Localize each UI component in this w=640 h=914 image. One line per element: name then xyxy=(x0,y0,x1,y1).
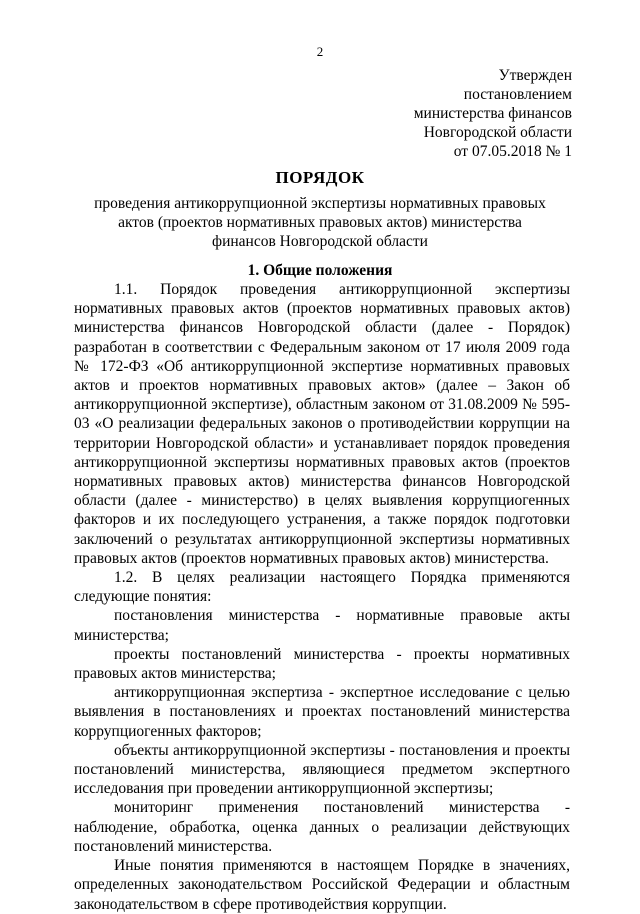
paragraph: объекты антикоррупционной экспертизы - постановления и проекты постановлений министерства, являющиеся предметом экспертного исследования при проведении антикоррупционной экспертизы; xyxy=(74,741,570,798)
document-title: ПОРЯДОК xyxy=(275,168,365,187)
page-number: 2 xyxy=(316,44,324,59)
paragraph: мониторинг применения постановлений министерства - наблюдение, обработка, оценка данных о реализации действующих постановлений министерства. xyxy=(74,799,570,855)
document-subtitle: проведения антикоррупционной экспертизы нормативных правовых актов (проектов нормативных правовых актов) министерства финансов Новгородской области xyxy=(94,195,546,250)
paragraph: антикоррупционная экспертиза - экспертное исследование с целью выявления в постановлениях и проектах постановлений министерства коррупциогенных факторов; xyxy=(74,684,570,740)
document-body xyxy=(74,280,570,914)
paragraph: Иные понятия применяются в настоящем Порядке в значениях, определенных законодательством Российской Федерации и областным законодательством в сфере противодействия коррупции. xyxy=(74,857,570,913)
approval-line: Утвержден xyxy=(498,67,572,84)
approval-line: министерства финансов xyxy=(413,105,572,122)
approval-line: от 07.05.2018 № 1 xyxy=(453,143,572,160)
paragraph: 1.2. В целях реализации настоящего Порядка применяются следующие понятия: xyxy=(74,569,570,606)
section-heading: 1. Общие положения xyxy=(247,262,393,279)
paragraph: постановления министерства - нормативные правовые акты министерства; xyxy=(74,607,570,644)
paragraph: 1.1. Порядок проведения антикоррупционной экспертизы нормативных правовых актов (проектов нормативных правовых актов) министерства финансов Новгородской области (далее - Порядок) разработан в соответствии с Федеральным законом от 17 июля 2009 года № 172-ФЗ «Об антикоррупционной экспертизе нормативных правовых актов и проектов нормативных правовых актов» (далее – Закон об антикоррупционной экспертизе), областным законом от 31.08.2009 № 595-03 «О реализации федеральных законов о противодействии коррупции на территории Новгородской области» и устанавливает порядок проведения антикоррупционной экспертизы нормативных правовых актов (проектов нормативных правовых актов) министерства финансов Новгородской области (далее - министерство) в целях выявления коррупциогенных факторов и их последующего устранения, а также порядок подготовки заключений о результатах антикоррупционной экспертизы нормативных правовых актов (проектов нормативных правовых актов) министерства. xyxy=(74,281,570,567)
approval-line: Новгородской области xyxy=(423,124,572,141)
approval-line: постановлением xyxy=(463,86,572,103)
approval-block xyxy=(414,66,572,161)
paragraph: проекты постановлений министерства - проекты нормативных правовых актов министерства; xyxy=(74,645,570,683)
